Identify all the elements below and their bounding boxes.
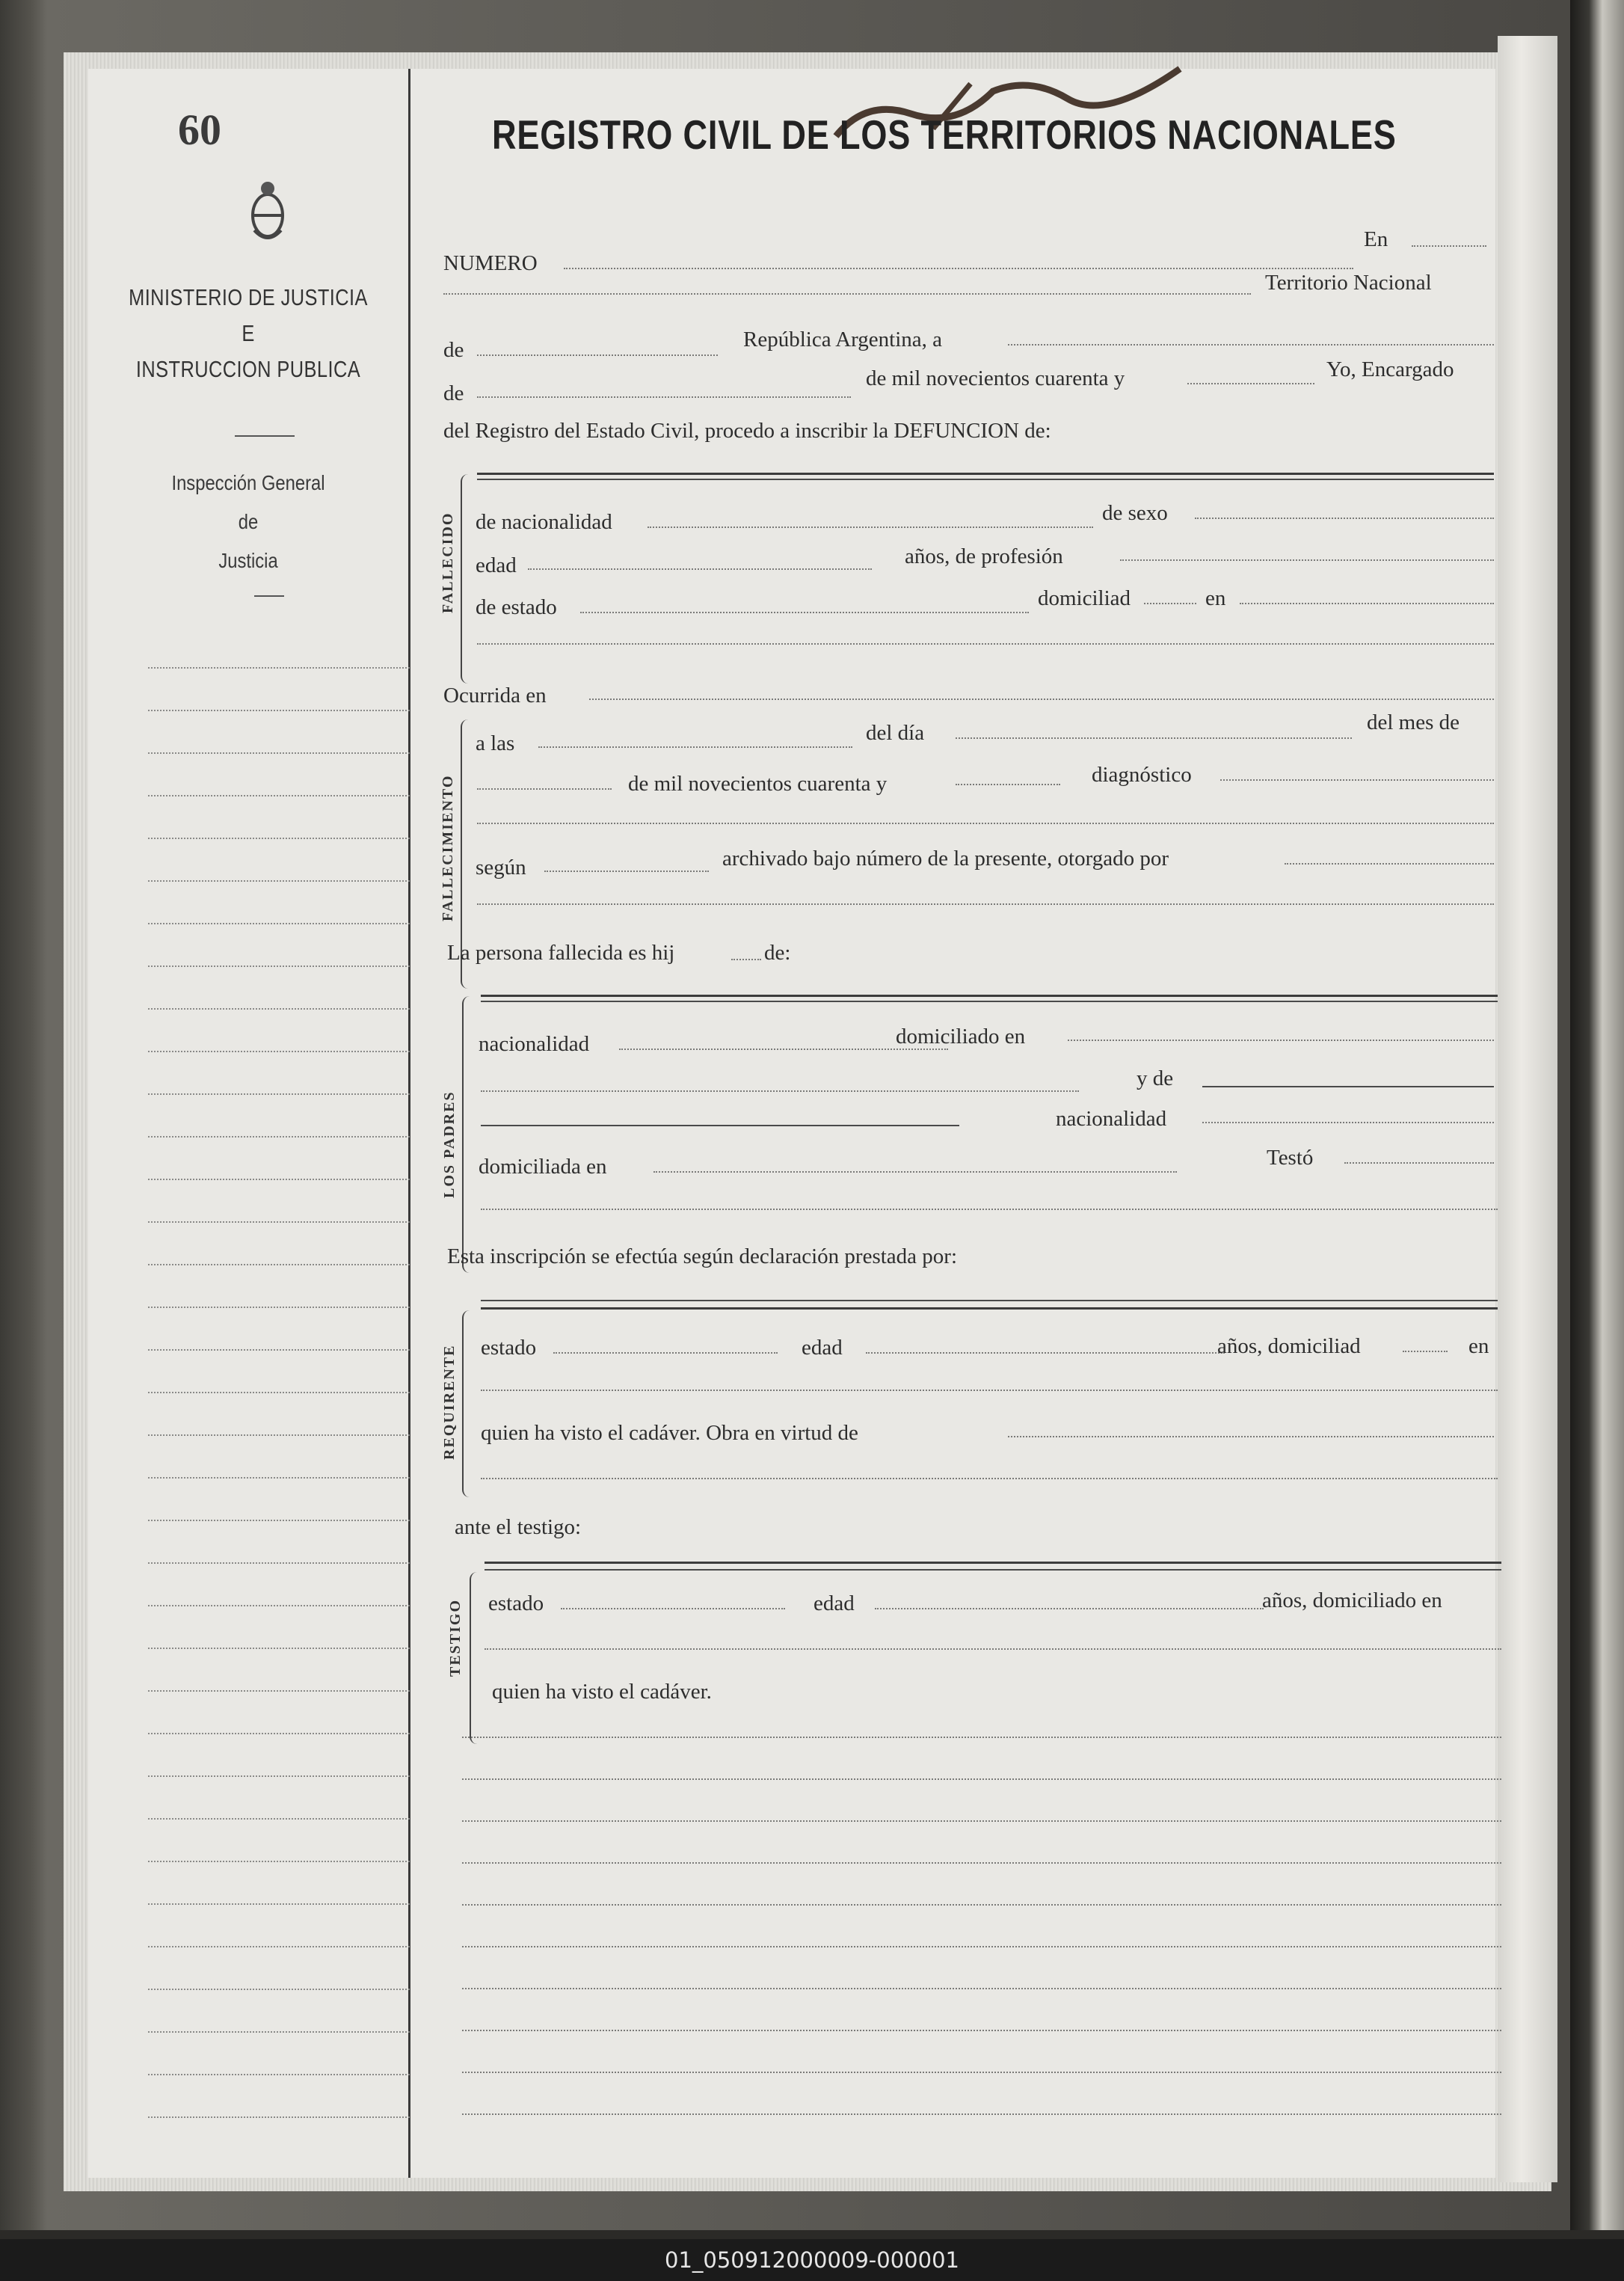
section-brace — [462, 1310, 474, 1497]
blank-line — [1008, 344, 1494, 346]
label-y-de: y de — [1137, 1066, 1174, 1090]
margin-ruled-line — [148, 965, 410, 967]
margin-ruled-line — [148, 1349, 410, 1351]
label-testo: Testó — [1267, 1146, 1314, 1170]
margin-ruled-line — [148, 1989, 410, 1990]
blank-line — [462, 1988, 1501, 1989]
label-testigo: TESTIGO — [447, 1598, 464, 1677]
name-line — [485, 1569, 1501, 1571]
margin-ruled-line — [148, 1264, 410, 1265]
label-quien-obra: quien ha visto el cadáver. Obra en virtud de — [481, 1421, 858, 1445]
blank-line — [481, 1390, 1498, 1391]
facing-page-edge — [1498, 36, 1557, 2182]
page-number: 60 — [178, 105, 221, 154]
blank-line — [462, 1862, 1501, 1864]
margin-ruled-line — [148, 1392, 410, 1393]
label-anos-domiciliad: años, domiciliad — [1217, 1334, 1361, 1358]
blank-line — [1344, 1162, 1494, 1164]
label-hij: La persona fallecida es hij — [447, 941, 675, 965]
margin-ruled-line — [148, 1562, 410, 1564]
blank-line — [956, 737, 1352, 739]
name-line — [481, 1307, 1498, 1310]
name-line — [477, 479, 1494, 480]
margin-ruled-line — [148, 1946, 410, 1947]
label-ante-testigo: ante el testigo: — [455, 1515, 582, 1539]
label-estado-test: estado — [488, 1591, 544, 1615]
image-id-caption: 01_050912000009-000001 — [0, 2239, 1624, 2281]
margin-ruled-line — [148, 2031, 410, 2033]
label-estado-req: estado — [481, 1336, 537, 1360]
label-esta-inscripcion: Esta inscripción se efectúa según declaración prestada por: — [447, 1244, 958, 1268]
margin-ruled-line — [148, 1818, 410, 1820]
blank-line — [553, 1352, 778, 1354]
blank-line — [528, 568, 872, 570]
label-domiciliado-en: domiciliado en — [896, 1025, 1026, 1049]
ministry-line-3: INSTRUCCION PUBLICA — [135, 356, 361, 382]
label-nacionalidad-madre: nacionalidad — [1056, 1107, 1167, 1131]
margin-ruled-line — [148, 752, 410, 754]
label-numero: NUMERO — [443, 251, 538, 275]
inspeccion-line-2: de — [238, 510, 259, 533]
blank-line — [1202, 1122, 1494, 1123]
name-line — [481, 1001, 1498, 1002]
label-archivado: archivado bajo número de la presente, otorgado por — [722, 847, 1169, 871]
margin-ruled-line — [148, 1221, 410, 1223]
margin-ruled-line — [148, 2116, 410, 2118]
blank-line — [564, 268, 1353, 269]
name-line — [485, 1562, 1501, 1564]
label-diagnostico: diagnóstico — [1092, 763, 1192, 787]
blank-line — [462, 2030, 1501, 2031]
label-los-padres: LOS PADRES — [441, 1090, 458, 1198]
label-en: En — [1364, 227, 1388, 251]
page-title: REGISTRO CIVIL DE LOS TERRITORIOS NACIONALES — [492, 111, 1397, 158]
margin-ruled-line — [148, 1648, 410, 1649]
label-anos-domiciliado: años, domiciliado en — [1262, 1588, 1442, 1612]
blank-line — [443, 293, 1251, 295]
blank-line — [462, 2072, 1501, 2073]
blank-line — [1220, 779, 1494, 781]
blank-line — [956, 784, 1060, 785]
label-del-mes: del mes de — [1367, 710, 1460, 734]
margin-ruled-line — [148, 795, 410, 796]
margin-ruled-line — [148, 1051, 410, 1052]
margin-column — [88, 69, 410, 2178]
label-registro: del Registro del Estado Civil, procedo a inscribir la DEFUNCION de: — [443, 419, 1051, 443]
blank-line — [1403, 1351, 1448, 1352]
margin-rule — [254, 595, 284, 597]
label-domiciliada-en: domiciliada en — [479, 1155, 607, 1179]
blank-line — [481, 1090, 1079, 1092]
blank-line — [477, 354, 718, 356]
margin-ruled-line — [148, 1008, 410, 1010]
label-edad-req: edad — [802, 1336, 843, 1360]
blank-line — [561, 1608, 785, 1609]
label-del-dia: del día — [866, 721, 925, 745]
name-line — [481, 1125, 959, 1126]
margin-ruled-line — [148, 667, 410, 669]
blank-line — [580, 612, 1029, 613]
blank-line — [481, 1478, 1498, 1479]
blank-line — [1008, 1436, 1494, 1437]
label-requirente: REQUIRENTE — [441, 1344, 458, 1460]
blank-line — [477, 823, 1494, 824]
section-brace — [470, 1572, 482, 1744]
label-fallecimiento: FALLECIMIENTO — [440, 774, 456, 921]
blank-line — [589, 699, 1494, 700]
margin-ruled-line — [148, 838, 410, 839]
margin-ruled-line — [148, 923, 410, 924]
blank-line — [1144, 603, 1196, 604]
blank-line — [462, 1904, 1501, 1906]
name-line — [481, 1300, 1498, 1301]
label-ocurrida: Ocurrida en — [443, 684, 547, 707]
blank-line — [875, 1608, 1264, 1609]
coat-of-arms-icon — [245, 178, 290, 245]
inspeccion-line-3: Justicia — [218, 549, 278, 572]
margin-ruled-line — [148, 710, 410, 711]
margin-ruled-line — [148, 2074, 410, 2075]
section-brace — [461, 474, 473, 684]
margin-ruled-line — [148, 1733, 410, 1734]
blank-line — [866, 1352, 1225, 1354]
margin-ruled-line — [148, 1775, 410, 1777]
blank-line — [477, 788, 612, 790]
blank-line — [1240, 603, 1494, 604]
blank-line — [477, 643, 1494, 645]
margin-ruled-line — [148, 1861, 410, 1862]
section-brace — [462, 996, 474, 1273]
blank-line — [477, 903, 1494, 905]
label-yo-encargado: Yo, Encargado — [1326, 357, 1454, 381]
blank-line — [485, 1648, 1501, 1650]
margin-ruled-line — [148, 1307, 410, 1308]
margin-ruled-line — [148, 1179, 410, 1180]
label-fallecido: FALLECIDO — [440, 512, 456, 613]
blank-line — [648, 526, 1093, 528]
name-line — [1202, 1086, 1494, 1087]
blank-line — [1120, 559, 1494, 561]
blank-line — [462, 2113, 1501, 2115]
blank-line — [1285, 863, 1494, 865]
label-de-2: de — [443, 381, 464, 405]
blank-line — [653, 1171, 1177, 1173]
label-segun: según — [476, 856, 526, 879]
book-right-edge — [1570, 0, 1624, 2230]
blank-line — [538, 746, 852, 748]
margin-ruled-line — [148, 1434, 410, 1436]
blank-line — [1068, 1040, 1494, 1041]
margin-rule — [235, 435, 295, 437]
label-mil-novecientos: de mil novecientos cuarenta y — [866, 366, 1125, 390]
label-estado: de estado — [476, 595, 557, 619]
label-edad-test: edad — [813, 1591, 855, 1615]
label-mil-novecientos-2: de mil novecientos cuarenta y — [628, 772, 888, 796]
blank-line — [481, 1209, 1498, 1210]
margin-ruled-line — [148, 1136, 410, 1138]
blank-line — [544, 871, 709, 872]
label-sexo: de sexo — [1102, 501, 1168, 525]
label-territorio: Territorio Nacional — [1265, 271, 1432, 295]
ministry-line-2: E — [242, 320, 255, 346]
blank-line — [462, 1778, 1501, 1780]
name-line — [481, 995, 1498, 997]
name-line — [477, 473, 1494, 475]
label-edad: edad — [476, 553, 517, 577]
inspeccion-line-1: Inspección General — [171, 471, 325, 494]
blank-line — [1187, 383, 1314, 384]
margin-ruled-line — [148, 1477, 410, 1479]
label-en-req: en — [1468, 1334, 1489, 1358]
margin-ruled-line — [148, 1605, 410, 1606]
margin-ruled-line — [148, 1690, 410, 1692]
register-page — [88, 69, 1495, 2178]
label-en-2: en — [1205, 586, 1226, 610]
blank-line — [462, 1737, 1501, 1738]
label-profesion: años, de profesión — [905, 544, 1063, 568]
label-quien-test: quien ha visto el cadáver. — [492, 1680, 712, 1704]
blank-line — [731, 959, 761, 960]
label-nacionalidad-padre: nacionalidad — [479, 1032, 590, 1056]
label-nacionalidad: de nacionalidad — [476, 510, 612, 534]
margin-ruled-line — [148, 1093, 410, 1095]
blank-line — [1195, 518, 1494, 519]
ministry-line-1: MINISTERIO DE JUSTICIA — [129, 284, 368, 310]
label-de: de — [443, 338, 464, 362]
label-a-las: a las — [476, 731, 515, 755]
margin-ruled-line — [148, 1520, 410, 1521]
blank-line — [1412, 245, 1486, 247]
label-de-padres: de: — [764, 941, 791, 965]
blank-line — [477, 396, 851, 398]
margin-ruled-line — [148, 1903, 410, 1905]
margin-ruled-line — [148, 880, 410, 882]
label-domiciliad: domiciliad — [1038, 586, 1131, 610]
blank-line — [462, 1820, 1501, 1822]
blank-line — [462, 1946, 1501, 1947]
label-republica: República Argentina, a — [743, 328, 943, 351]
